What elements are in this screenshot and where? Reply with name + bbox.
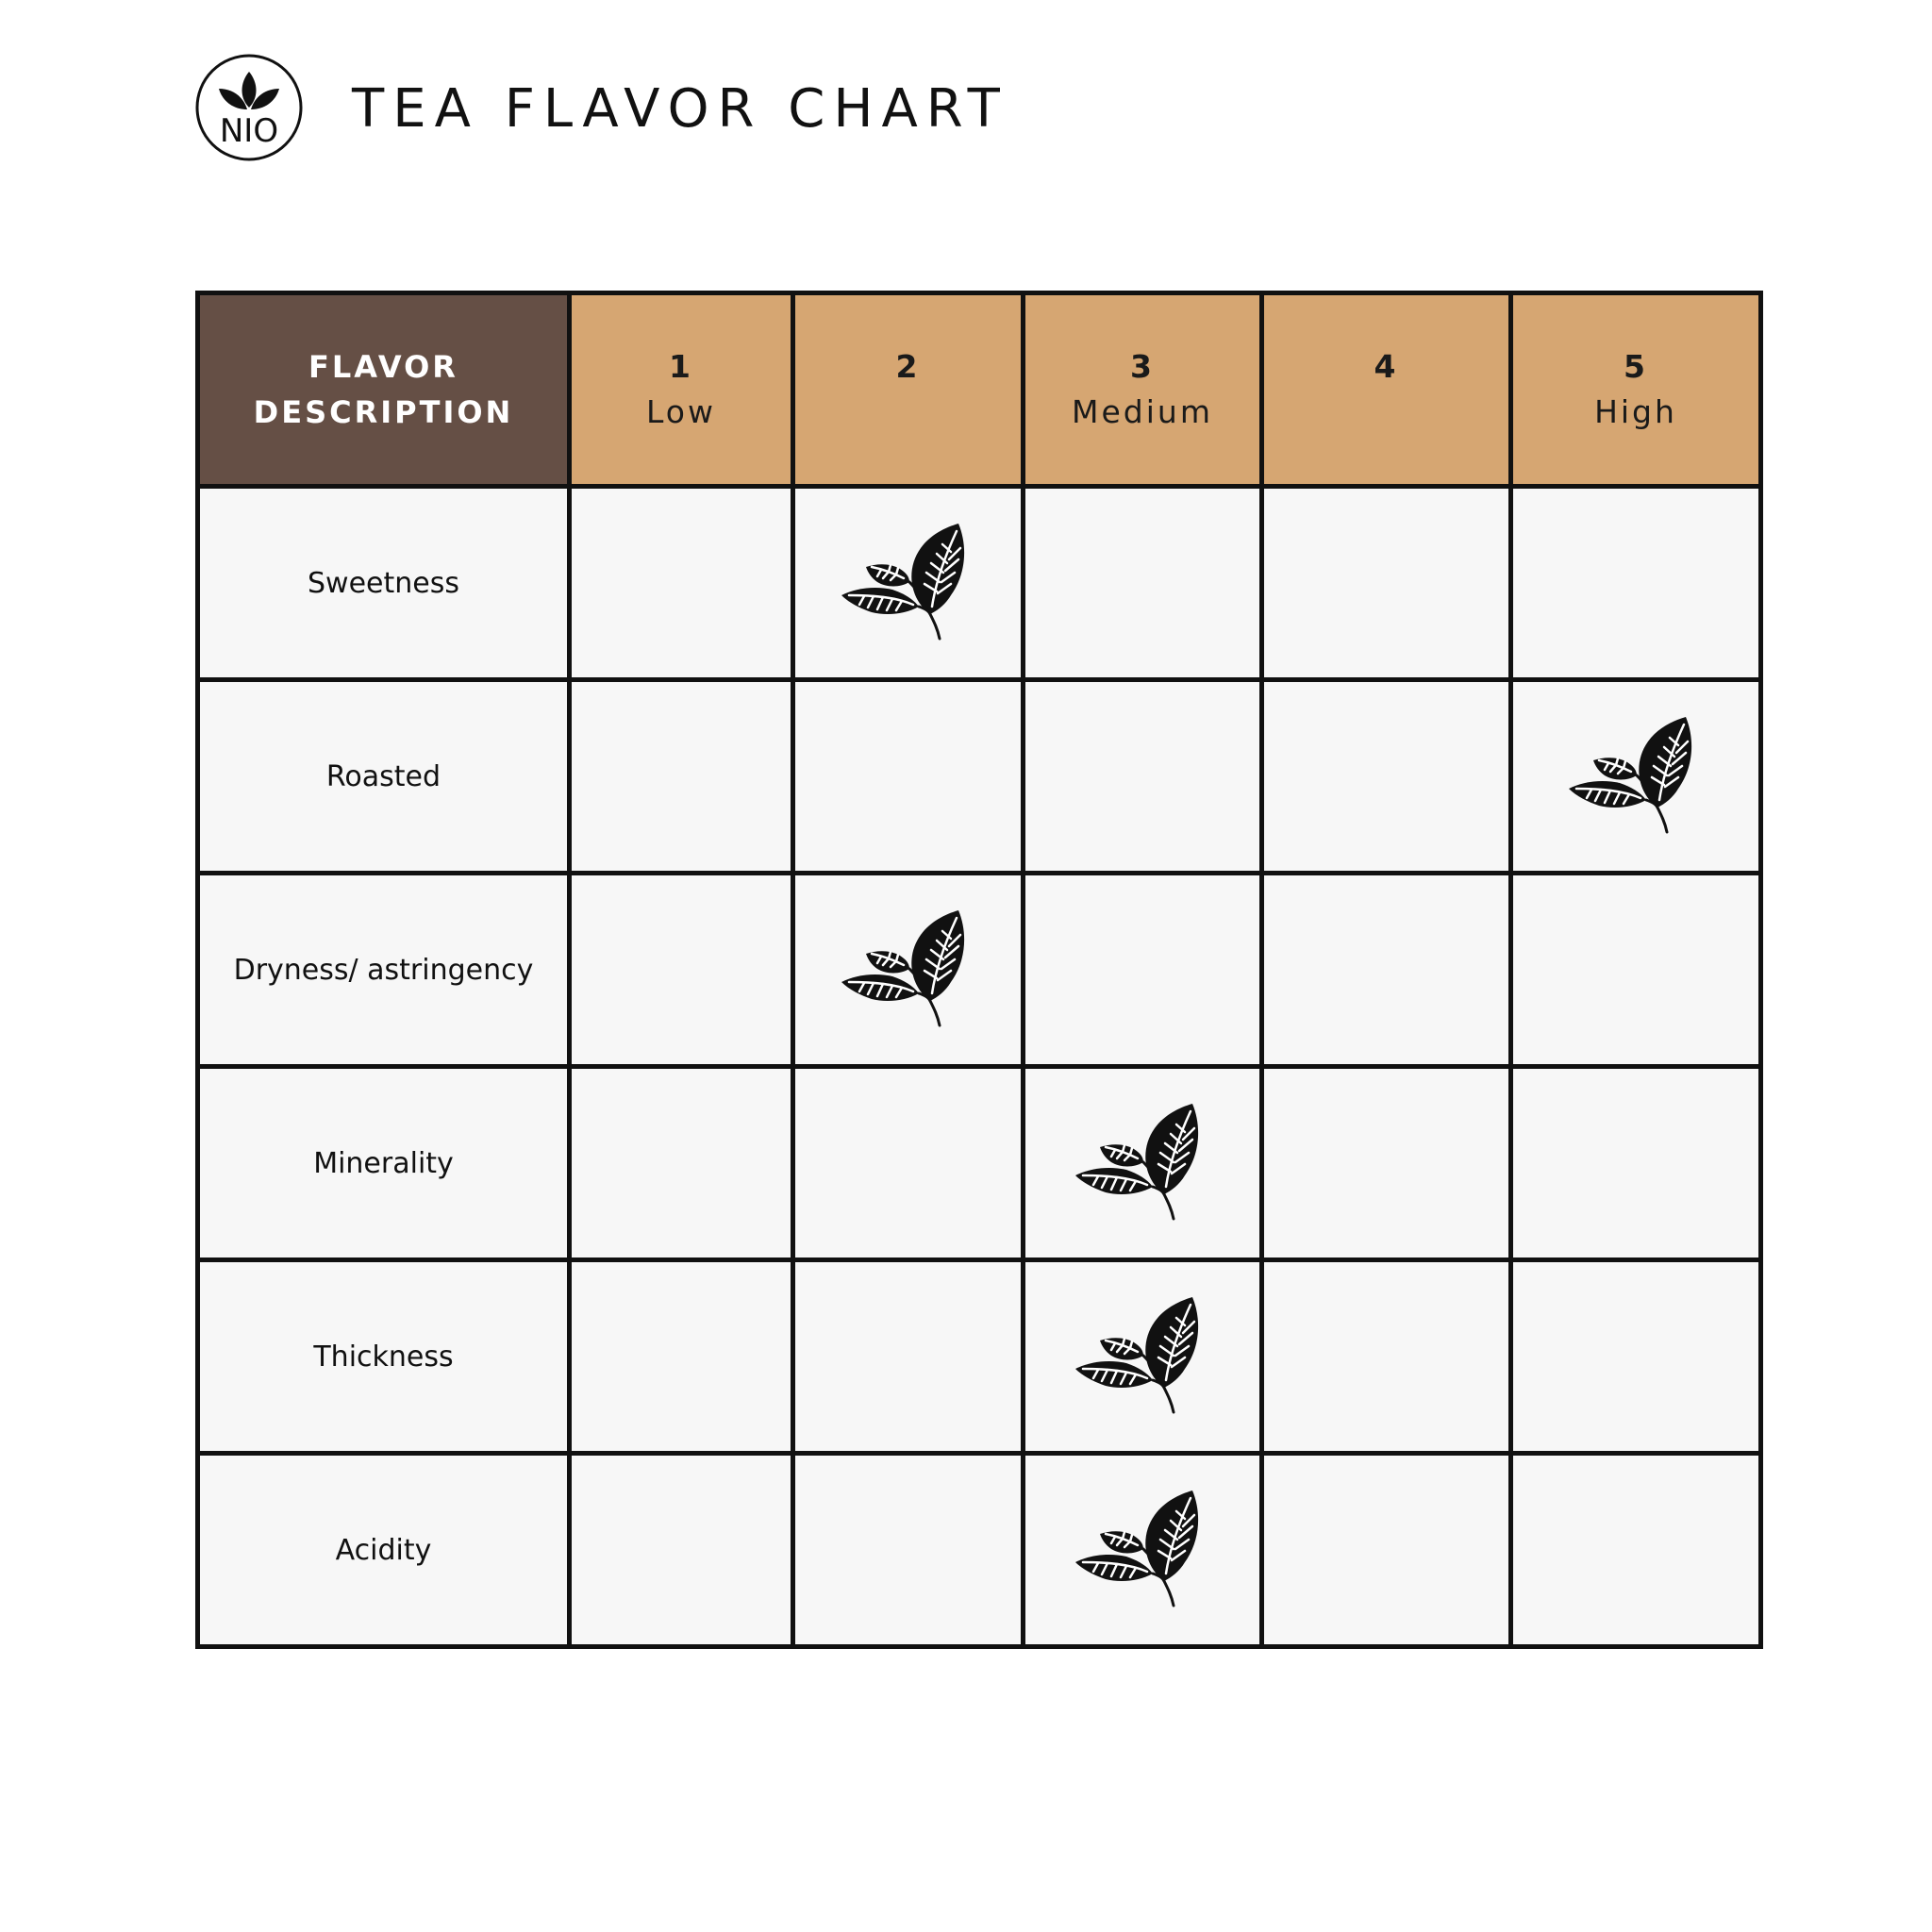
rating-cell: [570, 1067, 793, 1260]
logo-text: NIO: [219, 112, 279, 150]
column-number: 3: [1130, 348, 1155, 385]
table-row: [198, 1067, 1761, 1260]
tea-leaf-icon: [1074, 1295, 1215, 1414]
table-row: [198, 680, 1761, 874]
flavor-chart-table: [195, 291, 1763, 1649]
column-label: Low: [646, 393, 716, 430]
rating-cell-selected: [1024, 1067, 1262, 1260]
rating-cell: [570, 487, 793, 680]
tea-leaf-marker: [1074, 1102, 1215, 1221]
rating-cell: [570, 1260, 793, 1454]
column-number: 1: [669, 348, 693, 385]
rating-cell-selected: [1024, 1260, 1262, 1454]
tea-leaf-icon: [1074, 1102, 1215, 1221]
rating-cell: [570, 680, 793, 874]
rating-cell: [570, 874, 793, 1067]
flavor-label: Thickness: [198, 1260, 570, 1454]
flavor-label: Minerality: [198, 1067, 570, 1260]
column-label: [1264, 390, 1508, 435]
tea-leaf-marker: [1567, 715, 1708, 834]
tea-leaf-marker: [1074, 1489, 1215, 1607]
rating-cell: [570, 1454, 793, 1647]
flavor-label: Sweetness: [198, 487, 570, 680]
tea-leaf-icon: [840, 908, 981, 1027]
rating-cell: [793, 680, 1024, 874]
rating-cell: [793, 1454, 1024, 1647]
column-label: High: [1594, 393, 1677, 430]
column-label: [795, 390, 1021, 435]
rating-cell: [1262, 1260, 1511, 1454]
rating-cell: [1024, 874, 1262, 1067]
rating-cell: [1511, 1454, 1761, 1647]
rating-cell: [1262, 874, 1511, 1067]
flavor-label: Dryness/ astringency: [198, 874, 570, 1067]
flavor-description-header-text: FLAVOR DESCRIPTION: [253, 349, 514, 430]
rating-cell: [1024, 680, 1262, 874]
rating-cell: [793, 1067, 1024, 1260]
tea-leaf-marker: [1074, 1295, 1215, 1414]
column-label: Medium: [1072, 393, 1213, 430]
rating-cell: [1024, 487, 1262, 680]
column-header-5: [1511, 293, 1761, 487]
column-number: 2: [895, 348, 921, 385]
column-header-2: [793, 293, 1024, 487]
tea-leaf-icon: [1074, 1489, 1215, 1607]
rating-cell: [1511, 874, 1761, 1067]
tea-leaf-icon: [840, 522, 981, 641]
rating-cell: [793, 1260, 1024, 1454]
column-header-1: [570, 293, 793, 487]
table-row: [198, 1454, 1761, 1647]
rating-cell: [1262, 487, 1511, 680]
flavor-description-header: [198, 293, 570, 487]
tea-leaf-marker: [840, 908, 981, 1027]
header-row: [198, 293, 1761, 487]
column-number: 5: [1624, 348, 1648, 385]
rating-cell: [1511, 1260, 1761, 1454]
tea-leaf-logo-icon: [194, 53, 304, 162]
tea-leaf-icon: [1567, 715, 1708, 834]
rating-cell: [1262, 1067, 1511, 1260]
rating-cell-selected: [1024, 1454, 1262, 1647]
rating-cell: [1511, 1067, 1761, 1260]
rating-cell: [1511, 487, 1761, 680]
column-header-3: [1024, 293, 1262, 487]
rating-cell-selected: [793, 487, 1024, 680]
column-number: 4: [1374, 348, 1399, 385]
brand-logo: [194, 53, 304, 162]
table-row: [198, 1260, 1761, 1454]
flavor-label: Roasted: [198, 680, 570, 874]
page-title: TEA FLAVOR CHART: [352, 78, 1008, 140]
rating-cell-selected: [1511, 680, 1761, 874]
rating-cell-selected: [793, 874, 1024, 1067]
rating-cell: [1262, 680, 1511, 874]
table-row: [198, 487, 1761, 680]
column-header-4: [1262, 293, 1511, 487]
tea-leaf-marker: [840, 522, 981, 641]
flavor-label: Acidity: [198, 1454, 570, 1647]
table-row: [198, 874, 1761, 1067]
rating-cell: [1262, 1454, 1511, 1647]
